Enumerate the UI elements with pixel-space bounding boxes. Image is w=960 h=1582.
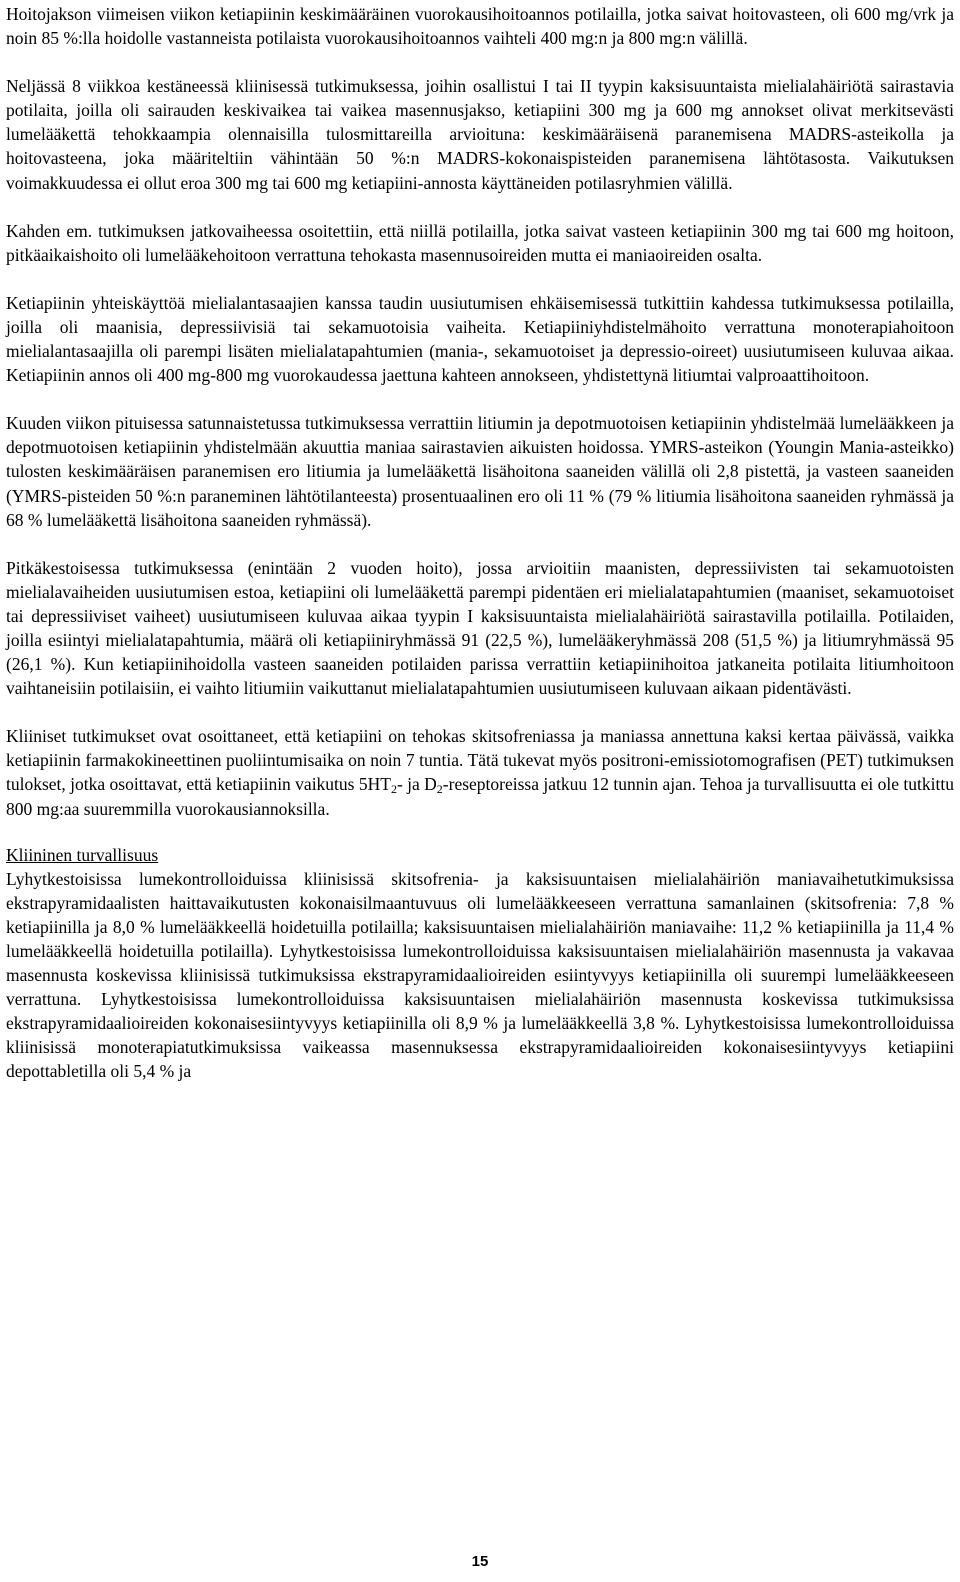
pk-text-part-3: -reseptoreissa jatkuu 12 tunnin ajan. Tehoa ja turvallisuutta ei ole tutkittu 800 mg:aa suuremmilla vuorokausiannoksilla.	[6, 774, 954, 819]
pk-subscript-2: 2	[436, 782, 443, 797]
paragraph-mood-stabilizer-combination: Ketiapiinin yhteiskäyttöä mielialantasaajien kanssa taudin uusiutumisen ehkäisemisessä tutkittiin kahdessa tutkimuksessa potilailla, joilla oli maanisia, depressiivisiä tai sekamuotoisia vaiheita. Ketiapiiniyhdistelmähoito verrattuna monoterapiahoitoon mielialantasaajilla oli parempi lisäten mielialatapahtumien (mania-, sekamuotoiset ja depressio-oireet) uusiutumiseen kuluvaa aikaa. Ketiapiinin annos oli 400 mg-800 mg vuorokaudessa jaettuna kahteen annokseen, yhdistettynä litiumtai valproaattihoitoon.	[6, 292, 954, 386]
section-heading-clinical-safety: Kliininen turvallisuus	[6, 844, 159, 865]
paragraph-response-dosing: Hoitojakson viimeisen viikon ketiapiinin keskimääräinen vuorokausihoitoannos potilailla, jotka saivat hoitovasteen, oli 600 mg/vrk ja noin 85 %:lla hoidolle vastanneista potilaista vuorokausihoitoannos vaihteli 400 mg:n ja 800 mg:n välillä.	[6, 4, 954, 49]
paragraph-long-term-trial: Pitkäkestoisessa tutkimuksessa (enintään 2 vuoden hoito), jossa arvioitiin maanisten, depressiivisten tai sekamuotoisten mielialavaiheiden uusiutumisen estoa, ketiapiini oli lumelääkettä parempi pidentäen eri mielialatapahtumien (maaniset, sekamuotoiset tai depressiiviset vaiheet) uusiutumiseen kuluvaa aikaa tyypin I kaksisuuntaista mielialahäiriötä sairastavilla potilailla. Potilaiden, joilla esiintyi mielialatapahtumia, määrä oli ketiapiiniryhmässä 91 (22,5 %), lumelääkeryhmässä 208 (51,5 %) ja litiumryhmässä 95 (26,1 %). Kun ketiapiinihoidolla vasteen saaneiden potilaiden parissa verrattiin ketiapiinihoitoa jatkaneita potilaita litiumhoitoon vaihtaneisiin potilaisiin, ei vaihto litiumiin vaikuttanut mielialatapahtumien uusiutumiseen kuluvaan aikaan pidentävästi.	[6, 557, 954, 699]
document-page	[6, 2, 954, 1084]
paragraph-bipolar-depression-trials: Neljässä 8 viikkoa kestäneessä kliinisessä tutkimuksessa, joihin osallistui I tai II tyypin kaksisuuntaista mielialahäiriötä sairastavia potilaita, joilla oli sairauden keskivaikea tai vaikea masennusjakso, ketiapiini 300 mg ja 600 mg annokset olivat merkitsevästi lumelääkettä tehokkaampia olennaisilla tulosmittareilla arvioituna: keskimääräisenä paranemisena MADRS-asteikolla ja hoitovasteena, joka määriteltiin vähintään 50 %:n MADRS-kokonaispisteiden paranemisena lähtötasosta. Vaikutuksen voimakkuudessa ei ollut eroa 300 mg tai 600 mg ketiapiini-annosta käyttäneiden potilasryhmien välillä.	[6, 76, 954, 193]
paragraph-pharmacokinetics	[6, 724, 954, 820]
pk-text-part-1: Kliiniset tutkimukset ovat osoittaneet, että ketiapiini on tehokas skitsofreniassa ja maniassa annettuna kaksi kertaa päivässä, vaikka ketiapiinin farmakokineettinen puoliintumisaika on noin 7 tuntia. Tätä tukevat myös positroni-emissiotomografisen (PET) tutkimuksen tulokset, jotka osoittavat, että ketiapiinin vaikutus 5HT	[6, 726, 954, 795]
paragraph-continuation-phase: Kahden em. tutkimuksen jatkovaiheessa osoitettiin, että niillä potilailla, jotka saivat vasteen ketiapiinin 300 mg tai 600 mg hoitoon, pitkäaikaishoito oli lumelääkehoitoon verrattuna tehokasta masennusoireiden mutta ei maniaoireiden osalta.	[6, 220, 954, 265]
paragraph-lithium-combination-trial: Kuuden viikon pituisessa satunnaistetussa tutkimuksessa verrattiin litiumin ja depotmuotoisen ketiapiinin yhdistelmää lumelääkkeen ja depotmuotoisen ketiapiinin yhdistelmään akuuttia maniaa sairastavien aikuisten hoidossa. YMRS-asteikon (Youngin Mania-asteikko) tulosten keskimääräisen paranemisen ero litiumia ja lumelääkettä lisähoitona saaneiden välillä oli 2,8 pistettä, ja vasteen saaneiden (YMRS-pisteiden 50 %:n paraneminen lähtötilanteesta) prosentuaalinen ero oli 11 % (79 % litiumia lisähoitona saaneiden ryhmässä ja 68 % lumelääkettä lisähoitona saaneiden ryhmässä).	[6, 413, 954, 530]
paragraph-clinical-safety: Lyhytkestoisissa lumekontrolloiduissa kliinisissä skitsofrenia- ja kaksisuuntaisen mielialahäiriön maniavaihetutkimuksissa ekstrapyramidaalisten haittavaikutusten kokonaisilmaantuvuus oli lumelääkkeeseen verrattuna samanlainen (skitsofrenia: 7,8 % ketiapiinilla ja 8,0 % lumelääkkeellä hoidetuilla potilailla; kaksisuuntaisen mielialahäiriön maniavaihe: 11,2 % ketiapiinilla ja 11,4 % lumelääkkeellä hoidetuilla potilailla). Lyhytkestoisissa lumekontrolloiduissa kaksisuuntaisen mielialahäiriön masennusta ja vakavaa masennusta koskevissa kliinisissä tutkimuksissa ekstrapyramidaalioireiden esiintyvyys ketiapiinilla oli suurempi lumelääkkeeseen verrattuna. Lyhytkestoisissa lumekontrolloiduissa kaksisuuntaisen mielialahäiriön masennusta koskevissa tutkimuksissa ekstrapyramidaalioireiden kokonaisesiintyvyys ketiapiinilla oli 8,9 % ja lumelääkkeellä 3,8 %. Lyhytkestoisissa lumekontrolloiduissa kliinisissä monoterapiatutkimuksissa vaikeassa masennuksessa ekstrapyramidaalioireiden kokonaisesiintyvyys ketiapiini depottabletilla oli 5,4 % ja	[6, 868, 954, 1082]
page-number: 15	[471, 1553, 489, 1570]
pk-subscript-1: 2	[390, 782, 397, 797]
pk-text-part-2: - ja D	[396, 774, 437, 795]
